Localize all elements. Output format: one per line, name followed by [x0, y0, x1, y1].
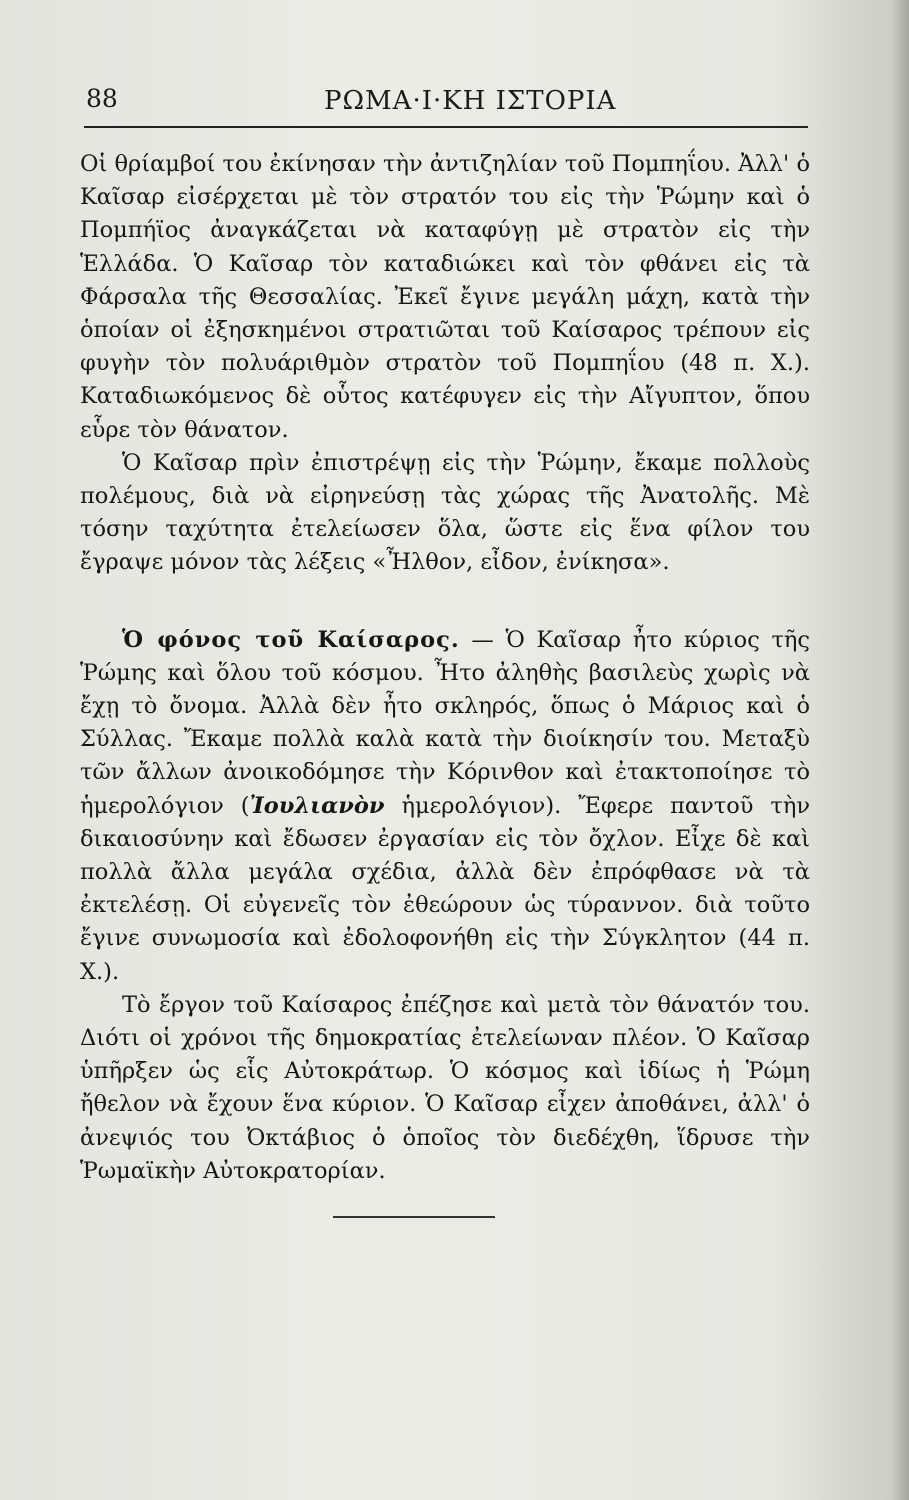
end-rule — [333, 1216, 495, 1218]
header-rule — [84, 126, 808, 128]
running-title: ΡΩΜΑ·Ι·ΚΗ ΙΣΤΟΡΙΑ — [324, 86, 617, 116]
section-heading: Ὁ φόνος τοῦ Καίσαρος. — [122, 626, 460, 653]
body-text — [80, 148, 810, 1188]
paragraph-pompey: Οἱ θρίαμβοί του ἐκίνησαν τὴν ἀντιζηλίαν τοῦ Πομπηΐου. Ἀλλ' ὁ Καῖσαρ εἰσέρχεται μὲ τὸν στρατόν του εἰς τὴν Ῥώμην καὶ ὁ Πομπήϊος ἀναγκάζεται νὰ καταφύγῃ μὲ στρατὸν εἰς τὴν Ἑλλάδα. Ὁ Καῖσαρ τὸν καταδιώκει καὶ τὸν φθάνει εἰς τὰ Φάρσαλα τῆς Θεσσαλίας. Ἐκεῖ ἔγινε μεγάλη μάχη, κατὰ τὴν ὁποίαν οἱ ἐξησκημένοι στρατιῶται τοῦ Καίσαρος τρέπουν εἰς φυγὴν τὸν πολυάριθμὸν στρατὸν τοῦ Πομπηΐου (48 π. Χ.). Καταδιωκόμενος δὲ οὗτος κατέφυγεν εἰς τὴν Αἴγυπτον, ὅπου εὗρε τὸν θάνατον. — [80, 151, 810, 443]
page-number: 88 — [86, 84, 118, 113]
paragraph-eastern-wars: Ὁ Καῖσαρ πρὶν ἐπιστρέψῃ εἰς τὴν Ῥώμην, ἔκαμε πολλοὺς πολέμους, διὰ νὰ εἰρηνεύσῃ τὰς χώρας τῆς Ἀνατολῆς. Μὲ τόσην ταχύτητα ἐτελείωσεν ὅλα, ὥστε εἰς ἕνα φίλον του ἔγραψε μόνον τὰς λέξεις «Ἦλθον, εἶδον, ἐνίκησα». — [80, 449, 810, 576]
section-dash: — — [471, 626, 494, 653]
running-head — [84, 84, 808, 124]
page-edge-shadow — [891, 0, 909, 1500]
section-text-part-1: Ὁ Καῖσαρ ἦτο κύριος τῆς Ῥώμης καὶ ὅλου τοῦ κόσμου. Ἦτο ἀληθὴς βασιλεὺς χωρὶς νὰ ἔχῃ τὸ ὄνομα. Ἀλλὰ δὲν ἦτο σκληρός, ὅπως ὁ Μάριος καὶ ὁ Σύλλας. Ἔκαμε πολλὰ καλὰ κατὰ τὴν διοίκησίν του. Μεταξὺ τῶν ἄλλων ἀνοικοδόμησε τὴν Κόρινθον καὶ ἐτακτοποίησε τὸ ἡμερολόγιον ( — [80, 626, 811, 819]
julian-calendar-term: Ἰουλιανὸν — [249, 792, 385, 819]
paragraph-caesar-murder — [80, 624, 810, 989]
paragraph-legacy: Τὸ ἔργον τοῦ Καίσαρος ἐπέζησε καὶ μετὰ τὸν θάνατόν του. Διότι οἱ χρόνοι τῆς δημοκρατίας ἐτελείωναν πλέον. Ὁ Καῖσαρ ὑπῆρξεν ὡς εἷς Αὐτοκράτωρ. Ὁ κόσμος καὶ ἰδίως ἡ Ῥώμη ἤθελον νὰ ἔχουν ἕνα κύριον. Ὁ Καῖσαρ εἶχεν ἀποθάνει, ἀλλ' ὁ ἀνεψιός του Ὀκτάβιος ὁ ὁποῖος τὸν διεδέχθη, ἵδρυσε τὴν Ῥωμαϊκὴν Αὐτοκρατορίαν. — [80, 991, 810, 1184]
section-text-part-2: ἡμερολόγιον). Ἔφερε παντοῦ τὴν δικαιοσύνην καὶ ἔδωσεν ἐργασίαν εἰς τὸν ὄχλον. Εἶχε δὲ καὶ πολλὰ ἄλλα μεγάλα σχέδια, ἀλλὰ δὲν ἐπρόφθασε νὰ τὰ ἐκτελέσῃ. Οἱ εὐγενεῖς τὸν ἐθεώρουν ὡς τύραννον. διὰ τοῦτο ἔγινε συνωμοσία καὶ ἐδολοφονήθη εἰς τὴν Σύγκλητον (44 π. Χ.). — [80, 792, 810, 985]
